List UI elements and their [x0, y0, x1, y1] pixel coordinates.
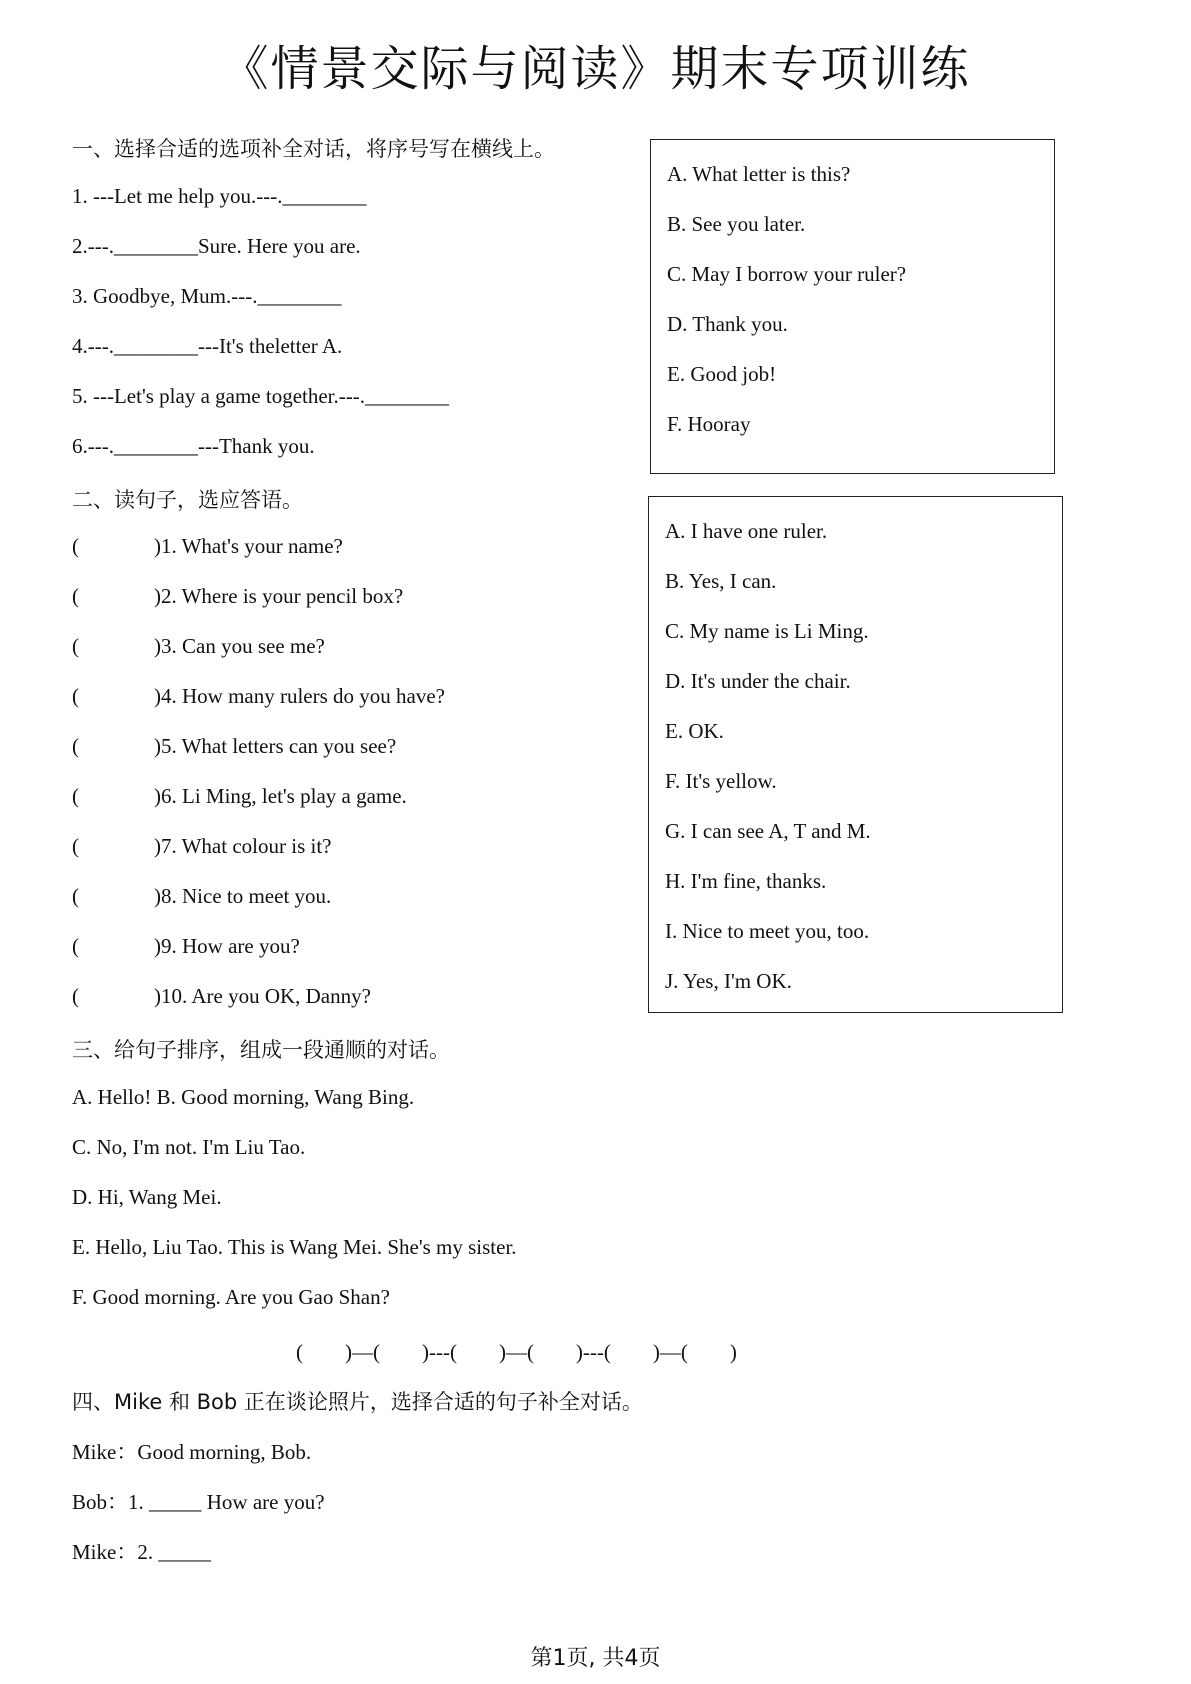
section3-item: D. Hi, Wang Mei. — [72, 1185, 222, 1209]
section2-option: J. Yes, I'm OK. — [665, 969, 792, 993]
section1-item: 4.---.________---It's theletter A. — [72, 334, 343, 358]
answer-paren[interactable]: ( — [72, 934, 79, 958]
section4-heading: 四、Mike 和 Bob 正在谈论照片，选择合适的句子补全对话。 — [72, 1390, 643, 1414]
section2-heading: 二、读句子，选应答语。 — [72, 488, 303, 512]
section2-item: ( )1. What's your name? — [72, 534, 343, 558]
answer-paren[interactable]: ( — [72, 734, 79, 758]
answer-paren[interactable]: ( — [72, 784, 79, 808]
answer-paren[interactable]: ( — [72, 584, 79, 608]
section3-item: C. No, I'm not. I'm Liu Tao. — [72, 1135, 306, 1159]
section1-options-box — [650, 139, 1055, 474]
section1-option: F. Hooray — [667, 412, 751, 436]
section1-option: E. Good job! — [667, 362, 777, 386]
section2-item: ( )5. What letters can you see? — [72, 734, 397, 758]
answer-paren[interactable]: ( — [72, 684, 79, 708]
order-answer-line[interactable]: ( )—( )---( )—( )---( )—( ) — [296, 1340, 737, 1364]
section1-option: B. See you later. — [667, 212, 806, 236]
section2-item: ( )4. How many rulers do you have? — [72, 684, 446, 708]
section1-item: 5. ---Let's play a game together.---.________ — [72, 384, 449, 408]
section2-item: ( )8. Nice to meet you. — [72, 884, 332, 908]
section2-item: ( )7. What colour is it? — [72, 834, 332, 858]
section2-option: D. It's under the chair. — [665, 669, 851, 693]
section2-option: H. I'm fine, thanks. — [665, 869, 827, 893]
page-number: 第1页, 共4页 — [530, 1646, 661, 1671]
section2-option: B. Yes, I can. — [665, 569, 777, 593]
section2-item: ( )2. Where is your pencil box? — [72, 584, 404, 608]
section2-options-box — [648, 496, 1063, 1013]
section1-option: D. Thank you. — [667, 312, 788, 336]
section1-item: 3. Goodbye, Mum.---.________ — [72, 284, 342, 308]
section2-item: ( )10. Are you OK, Danny? — [72, 984, 371, 1008]
section3-heading: 三、给句子排序，组成一段通顺的对话。 — [72, 1038, 450, 1062]
dialogue-line: Bob：1. _____ How are you? — [72, 1490, 325, 1514]
dialogue-line: Mike：2. _____ — [72, 1540, 211, 1564]
section3-item: E. Hello, Liu Tao. This is Wang Mei. She's my sister. — [72, 1235, 517, 1259]
section2-option: G. I can see A, T and M. — [665, 819, 871, 843]
page-title: 《情景交际与阅读》期末专项训练 — [220, 41, 971, 97]
section1-heading: 一、选择合适的选项补全对话，将序号写在横线上。 — [72, 137, 555, 161]
answer-paren[interactable]: ( — [72, 834, 79, 858]
answer-paren[interactable]: ( — [72, 634, 79, 658]
section3-item: A. Hello! B. Good morning, Wang Bing. — [72, 1085, 415, 1109]
section1-item: 2.---.________Sure. Here you are. — [72, 234, 361, 258]
answer-paren[interactable]: ( — [72, 984, 79, 1008]
section2-option: F. It's yellow. — [665, 769, 777, 793]
section2-option: C. My name is Li Ming. — [665, 619, 869, 643]
answer-paren[interactable]: ( — [72, 884, 79, 908]
section1-option: C. May I borrow your ruler? — [667, 262, 907, 286]
section2-item: ( )6. Li Ming, let's play a game. — [72, 784, 407, 808]
section2-option: E. OK. — [665, 719, 724, 743]
section2-option: A. I have one ruler. — [665, 519, 828, 543]
section1-item: 6.---.________---Thank you. — [72, 434, 315, 458]
section2-item: ( )9. How are you? — [72, 934, 300, 958]
section1-option: A. What letter is this? — [667, 162, 851, 186]
section1-item: 1. ---Let me help you.---.________ — [72, 184, 367, 208]
answer-paren[interactable]: ( — [72, 534, 79, 558]
dialogue-line: Mike：Good morning, Bob. — [72, 1440, 312, 1464]
section3-item: F. Good morning. Are you Gao Shan? — [72, 1285, 390, 1309]
section2-option: I. Nice to meet you, too. — [665, 919, 870, 943]
section2-item: ( )3. Can you see me? — [72, 634, 325, 658]
